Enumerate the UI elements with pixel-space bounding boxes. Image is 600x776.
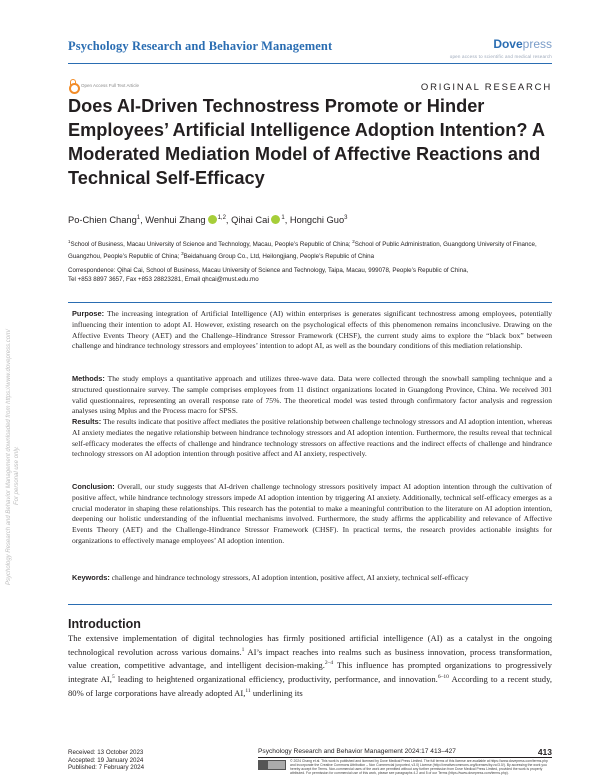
citation-ref[interactable]: 5 bbox=[111, 674, 115, 681]
orcid-icon[interactable] bbox=[271, 215, 280, 224]
affiliation-2: School of Public Administration, Guangdong University of Finance, Guangzhou, People’s Republic of China; bbox=[68, 241, 537, 261]
citation-ref[interactable]: 2–4 bbox=[324, 660, 334, 667]
intro-text: AI’s impact reaches into realms such as business innovation, process transformation, value creation, competitive advantage, and intelligent decision-making. bbox=[68, 646, 552, 671]
accepted-date: Accepted: 19 January 2024 bbox=[68, 756, 144, 764]
affil-sup: 1 bbox=[68, 239, 71, 244]
article-dates bbox=[68, 749, 144, 772]
publisher-logo[interactable] bbox=[493, 37, 552, 51]
author-list: Po-Chien Chang$^1$, Wenhui Zhang $^{1,2}$, Qihai Cai $^1$, Hongchi Guo$^3$ bbox=[68, 215, 348, 226]
open-access-badge bbox=[68, 79, 139, 91]
affiliation-1: School of Business, Macau University of Science and Technology, Macau, People’s Republic of China; bbox=[70, 241, 353, 249]
intro-text: This influence has prompted organizations to progressively integrate AI, bbox=[68, 660, 552, 684]
intro-text: The extensive implementation of digital technologies has firmly positioned artificial intelligence (AI) as a catalyst in the ongoing technological revolution across various domains. bbox=[68, 633, 552, 657]
open-access-text: Open Access Full Text Article bbox=[81, 82, 139, 88]
introduction-paragraph bbox=[68, 633, 552, 699]
abstract-conclusion bbox=[72, 482, 552, 547]
affiliations bbox=[68, 237, 552, 262]
introduction-heading: Introduction bbox=[68, 617, 141, 631]
license-text: © 2024 Chang et al. This work is published and licensed by Dove Medical Press Limited. The full terms of this license are available at https://www.dovepress.com/terms.php and incorporate the Creative Commons Attribution – Non Commercial (unported, v3.0) License (http://creativecommons.org/licenses/by-nc/3.0/). By accessing the work you hereby accept the Terms. Non-commercial uses of the work are permitted without any further permission from Dove Medical Press Limited, provided the work is properly attributed. For permission for commercial use of this work, please see paragraphs 4.2 and 5 of our Terms (https://www.dovepress.com/terms.php). bbox=[290, 759, 548, 776]
article-title: Does AI-Driven Technostress Promote or Hinder Employees’ Artificial Intelligence Adoption Intention? A Moderated Mediation Model of Affective Reactions and Technical Self-Efficacy bbox=[68, 96, 545, 188]
conclusion-label: Conclusion: bbox=[72, 482, 115, 491]
watermark-line-1: Psychology Research and Behavior Management downloaded from https://www.dovepress.com/ bbox=[6, 329, 12, 585]
purpose-label: Purpose: bbox=[72, 309, 105, 318]
author-name[interactable]: Po-Chien Chang bbox=[68, 215, 137, 226]
author-name[interactable]: Qihai Cai bbox=[231, 215, 270, 226]
download-watermark bbox=[6, 329, 21, 585]
orcid-icon[interactable] bbox=[208, 215, 217, 224]
creative-commons-icon[interactable] bbox=[258, 760, 286, 770]
abstract-keywords bbox=[72, 573, 552, 584]
keywords-label: Keywords: bbox=[72, 573, 110, 582]
citation-ref[interactable]: 11 bbox=[245, 687, 251, 694]
footer-citation[interactable]: Psychology Research and Behavior Management 2024:17 413–427 bbox=[258, 748, 456, 755]
abstract-methods bbox=[72, 374, 552, 417]
author-name[interactable]: Hongchi Guo bbox=[289, 215, 345, 226]
footer-divider bbox=[258, 757, 552, 758]
watermark-line-2: For personal use only. bbox=[13, 446, 20, 505]
methods-text: The study employs a quantitative approach and utilizes three-wave data. Data were collected through the snowball sampling technique and a structured questionnaire survey. The sample comprises employees from 11 distinct organizations located in Guangdong Province, China. We received 301 valid questionnaires, representing an overall response rate of 75%. The theoretical model was tested through confirmatory factor analysis and regression analyses using Mplus and the Process macro for SPSS. bbox=[72, 374, 552, 416]
author-name[interactable]: Wenhui Zhang bbox=[145, 215, 206, 226]
page-number: 413 bbox=[537, 747, 552, 757]
purpose-text: The increasing integration of Artificial Intelligence (AI) within enterprises is generates significant technostress among employees, potentially influencing their intention to adopt AI. However, existing research on the psychological effects of this phenomenon remains inconclusive. Drawing on the Affective Events Theory (AET) and the Challenge–Hindrance Stressor Framework (CHSF), the current study aims to explore the “black box” between challenge and hindrance technology stressors and employees’ intention to adopt AI, as well as the boundary conditions of this mediation relationship. bbox=[72, 309, 552, 351]
affiliation-3: Beidahuang Group Co., Ltd, Heilongjiang, People’s Republic of China bbox=[183, 253, 375, 261]
intro-text: underlining its bbox=[250, 687, 303, 698]
correspondence-line-1: Correspondence: Qihai Cai, School of Business, Macau University of Science and Technology, Taipa, Macau, 999078, People’s Republic of China, bbox=[68, 267, 469, 274]
methods-label: Methods: bbox=[72, 374, 105, 383]
conclusion-text: Overall, our study suggests that AI-driven challenge technology stressors positively impact AI adoption intention through the cultivation of positive affect, while hindrance technology stressors impede AI adoption intention by triggering AI anxiety. Additionally, technical self-efficacy emerges as a crucial moderator in shaping these relationships. This research has the potential to make a meaningful contribution to the literature on AI adoption intention, deepening our holistic understanding of the influential mechanisms involved. Furthermore, the study affirms the applicability and relevance of Affective Events Theory (AET) and the Challenge-Hindrance Stressor Framework (CHSF). In practical terms, the research provides actionable insights for organizations to effectively manage employees’ AI adoption intention. bbox=[72, 482, 553, 545]
publisher-tagline: open access to scientific and medical research bbox=[449, 54, 552, 59]
results-label: Results: bbox=[72, 417, 102, 426]
article-type: ORIGINAL RESEARCH bbox=[420, 82, 552, 93]
author-affil-sup: 1 bbox=[136, 215, 141, 221]
author-affil-sup: 3 bbox=[344, 215, 348, 221]
published-date: Published: 7 February 2024 bbox=[68, 764, 145, 772]
intro-text: leading to heightened organizational efficiency, productivity, performance, and innovation. bbox=[114, 673, 438, 684]
keywords-text: challenge and hindrance technology stressors, AI adoption intention, positive affect, AI anxiety, technical self-efficacy bbox=[111, 573, 469, 582]
publisher-thin: press bbox=[522, 37, 552, 51]
affil-sup: 3 bbox=[181, 251, 184, 257]
correspondence-line-2[interactable]: Tel +853 8897 3657, Fax +853 28823281, Email qhcai@must.edu.mo bbox=[68, 276, 259, 284]
affil-sup: 2 bbox=[352, 239, 355, 244]
open-lock-icon bbox=[68, 79, 77, 91]
citation-ref[interactable]: 6–10 bbox=[437, 674, 449, 681]
author-affil-sup: 1 bbox=[281, 215, 285, 221]
results-text: The results indicate that positive affect mediates the positive relationship between challenge technology stressors and AI adoption intention, whereas AI anxiety mediates the negative relationship between hindrance technology stressors and AI adoption intention. Furthermore, the results reveal that technical self-efficacy moderates the effects of challenge and hindrance technology stressors on affective reactions and the indirect effects of challenge and hindrance technology stressors on AI adoption intention through positive affect and AI anxiety, respectively. bbox=[72, 417, 552, 459]
abstract-purpose bbox=[72, 309, 552, 352]
journal-name[interactable]: Psychology Research and Behavior Management bbox=[68, 39, 333, 53]
abstract-results bbox=[72, 417, 552, 460]
header-divider bbox=[68, 63, 552, 64]
abstract bbox=[68, 302, 552, 605]
citation-ref[interactable]: 1 bbox=[241, 646, 245, 653]
intro-text: According to a recent study, 80% of large corporations have already adopted AI, bbox=[68, 673, 552, 698]
received-date: Received: 13 October 2023 bbox=[68, 749, 144, 756]
publisher-bold: Dove bbox=[493, 37, 523, 51]
author-affil-sup: 1,2 bbox=[217, 215, 226, 221]
correspondence bbox=[68, 266, 552, 285]
